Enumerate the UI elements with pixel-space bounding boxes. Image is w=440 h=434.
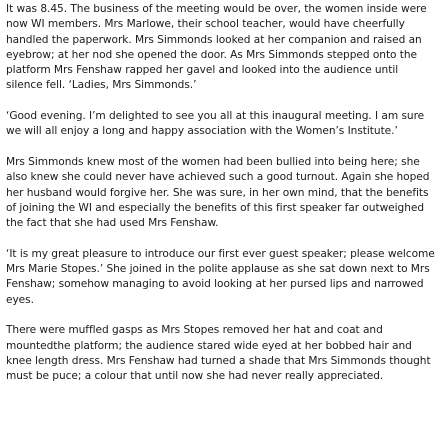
paragraph: Mrs Simmonds knew most of the women had been bullied into being here; she also knew she could never have achieved such a good turnout. Again she hoped her husband would forgive her. She was sure, in her own mind, that the benefits of joining the WI and especially the benefits of this first speaker far outweighed the fact that she had used Mrs Fenshaw. xyxy=(6,155,430,230)
paragraph: ‘Good evening. I’m delighted to see you all at this inaugural meeting. I am sure we will all enjoy a long and happy association with the Women’s Institute.’ xyxy=(6,110,425,138)
document-body xyxy=(6,2,436,384)
paragraph: It was 8.45. The business of the meeting would be over, the women inside were now WI members. Mrs Marlowe, their school teacher, would have cheerfully handled the paperwork. Mrs Simmonds looked at her companion and raised an eyebrow; at her nod she opened the door. As Mrs Simmonds stepped onto the platform Mrs Fenshaw rapped her gavel and looked into the audience until silence fell. ‘Ladies, Mrs Simmonds.’ xyxy=(6,3,427,92)
paragraph: There were muffled gasps as Mrs Stopes removed her hat and coat and mountedthe platform; the audience stared wide eyed at her bobbed hair and knee length dress. Mrs Fenshaw had turned a shade that Mrs Simmonds thought must be puce; a colour that until now she had never really appreciated. xyxy=(6,324,431,383)
paragraph: ‘It is my great pleasure to introduce our first ever guest speaker; please welcome Mrs Marie Stopes.’ She joined in the polite applause as she sat down next to Mrs Fenshaw; somehow managing to avoid looking at her pursed lips and narrowed eyes. xyxy=(6,247,435,306)
